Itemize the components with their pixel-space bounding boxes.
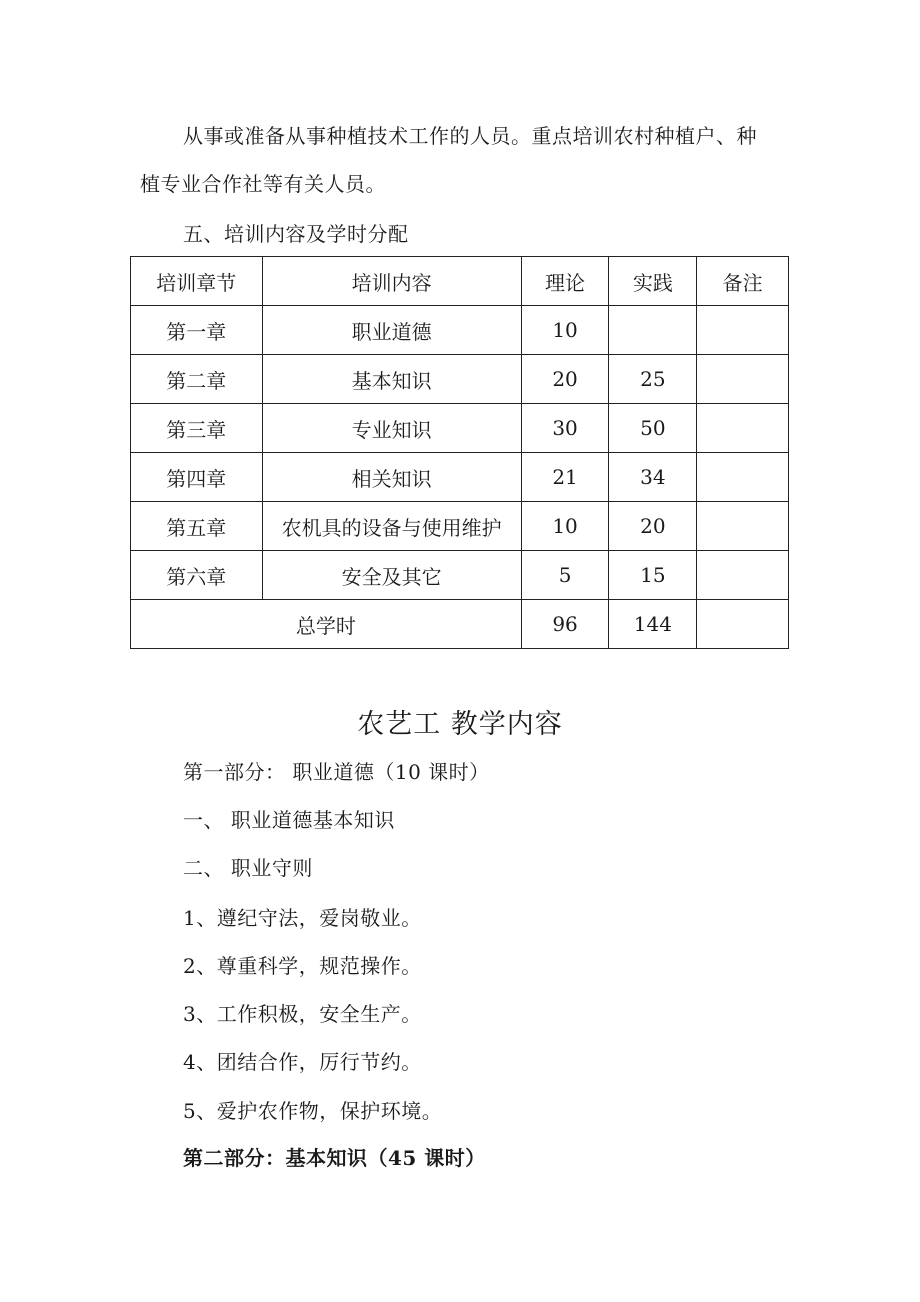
header-practice: 实践 xyxy=(609,257,697,306)
cell-chapter: 第三章 xyxy=(131,404,263,453)
cell-theory: 10 xyxy=(521,306,609,355)
cell-note xyxy=(697,502,789,551)
cell-content: 专业知识 xyxy=(262,404,521,453)
header-note: 备注 xyxy=(697,257,789,306)
rule-item: 2、尊重科学，规范操作。 xyxy=(183,954,422,978)
cell-chapter: 第二章 xyxy=(131,355,263,404)
cell-note xyxy=(697,306,789,355)
cell-chapter: 第一章 xyxy=(131,306,263,355)
table-row xyxy=(131,306,789,355)
table-row xyxy=(131,404,789,453)
header-chapter: 培训章节 xyxy=(131,257,263,306)
cell-theory: 21 xyxy=(521,453,609,502)
cell-chapter: 第五章 xyxy=(131,502,263,551)
cell-content: 职业道德 xyxy=(262,306,521,355)
cell-note xyxy=(697,404,789,453)
cell-chapter: 第四章 xyxy=(131,453,263,502)
intro-paragraph-line-1: 从事或准备从事种植技术工作的人员。重点培训农村种植户、种 xyxy=(183,124,757,148)
cell-total-practice: 144 xyxy=(609,600,697,649)
rule-item: 3、工作积极，安全生产。 xyxy=(183,1002,422,1026)
cell-practice: 20 xyxy=(609,502,697,551)
cell-practice: 34 xyxy=(609,453,697,502)
cell-theory: 5 xyxy=(521,551,609,600)
cell-note xyxy=(697,453,789,502)
training-schedule-table xyxy=(130,256,789,649)
cell-total-label: 总学时 xyxy=(131,600,522,649)
table-row xyxy=(131,355,789,404)
cell-theory: 30 xyxy=(521,404,609,453)
cell-total-theory: 96 xyxy=(521,600,609,649)
cell-theory: 20 xyxy=(521,355,609,404)
cell-total-note xyxy=(697,600,789,649)
section-heading: 五、培训内容及学时分配 xyxy=(183,222,409,246)
list-item: 一、 职业道德基本知识 xyxy=(183,808,395,832)
table-total-row xyxy=(131,600,789,649)
intro-paragraph-line-2: 植专业合作社等有关人员。 xyxy=(140,172,386,196)
cell-chapter: 第六章 xyxy=(131,551,263,600)
cell-practice: 15 xyxy=(609,551,697,600)
cell-practice: 50 xyxy=(609,404,697,453)
part-1-heading: 第一部分： 职业道德（10 课时） xyxy=(183,760,490,784)
cell-content: 安全及其它 xyxy=(262,551,521,600)
rule-item: 1、遵纪守法，爱岗敬业。 xyxy=(183,906,422,930)
header-content: 培训内容 xyxy=(262,257,521,306)
table-row xyxy=(131,502,789,551)
cell-note xyxy=(697,355,789,404)
list-item: 二、 职业守则 xyxy=(183,856,313,880)
document-title: 农艺工 教学内容 xyxy=(357,709,563,740)
cell-practice xyxy=(609,306,697,355)
cell-theory: 10 xyxy=(521,502,609,551)
rule-item: 5、爱护农作物，保护环境。 xyxy=(183,1099,443,1123)
cell-content: 相关知识 xyxy=(262,453,521,502)
cell-content: 基本知识 xyxy=(262,355,521,404)
table-row xyxy=(131,453,789,502)
cell-content: 农机具的设备与使用维护 xyxy=(262,502,521,551)
header-theory: 理论 xyxy=(521,257,609,306)
part-2-heading: 第二部分：基本知识（45 课时） xyxy=(183,1146,486,1170)
table-header-row xyxy=(131,257,789,306)
cell-practice: 25 xyxy=(609,355,697,404)
cell-note xyxy=(697,551,789,600)
table-row xyxy=(131,551,789,600)
rule-item: 4、团结合作，厉行节约。 xyxy=(183,1050,422,1074)
